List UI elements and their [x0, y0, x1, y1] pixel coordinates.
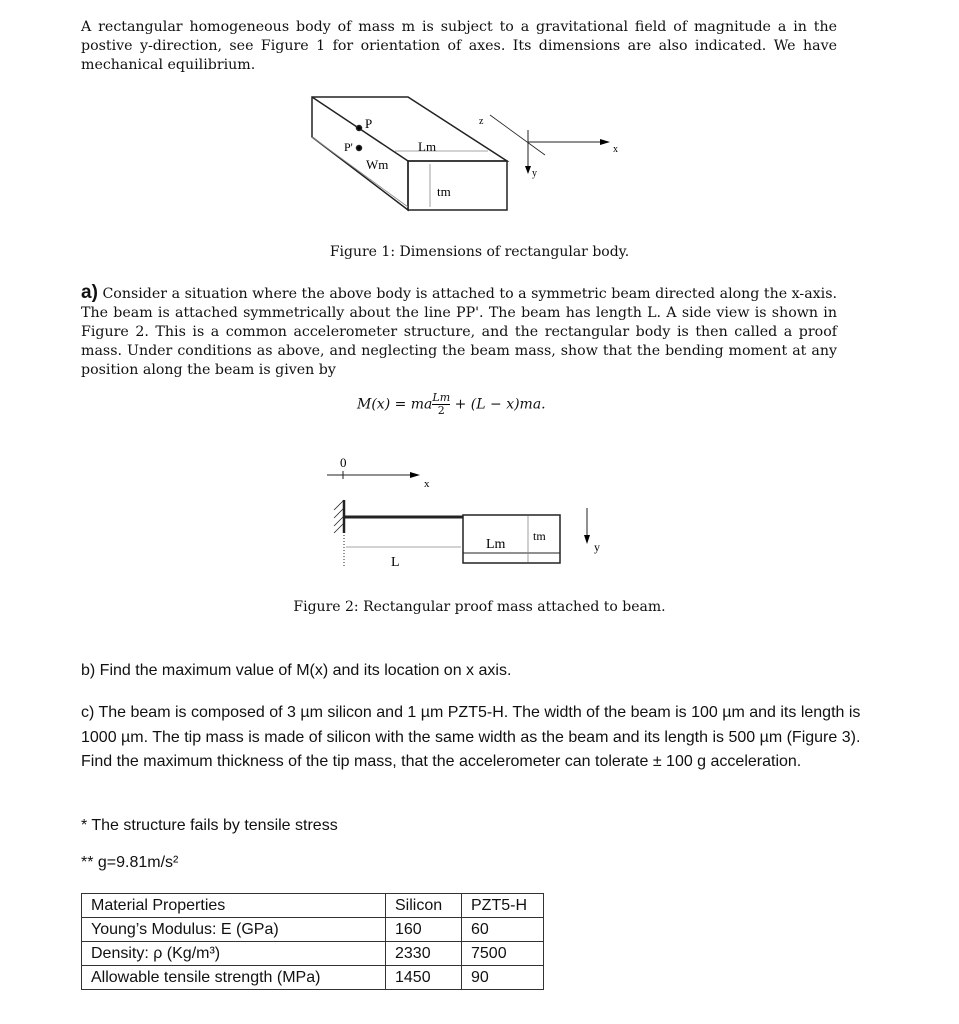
table-row [82, 918, 544, 942]
label-P-prime: P' [344, 140, 353, 154]
label-tm: tm [437, 184, 451, 199]
label-Lm: Lm [418, 139, 437, 154]
part-a-text: Consider a situation where the above body is attached to a symmetric beam directed along the x-axis. The beam is attached symmetrically about the line PP'. The beam has length L. A side view is shown in Figure 2. This is a common accelerometer structure, and the rectangular body is then called a proof mass. Under conditions as above, and neglecting the beam mass, show that the bending moment at any position along the beam is given by [81, 286, 838, 378]
material-properties-table [81, 893, 544, 990]
equation-denominator: 2 [437, 404, 445, 417]
label-y2: y [594, 540, 600, 554]
equation [357, 392, 546, 417]
table-cell: 60 [462, 918, 544, 942]
figure-2-caption: Figure 2: Rectangular proof mass attached to beam. [293, 599, 666, 615]
table-row [82, 966, 544, 990]
table-cell: Density: ρ (Kg/m³) [82, 942, 386, 966]
table-cell: 90 [462, 966, 544, 990]
table-row [82, 942, 544, 966]
label-Wm: Wm [366, 157, 389, 172]
table-cell: 1450 [386, 966, 462, 990]
part-a-label: a) [81, 282, 98, 303]
figure-1-diagram [312, 97, 608, 210]
part-a-paragraph [81, 283, 837, 380]
label-z: z [479, 116, 484, 127]
note-gravity: ** g=9.81m/s² [81, 854, 179, 871]
label-Lm2: Lm [486, 537, 506, 552]
table-cell: 160 [386, 918, 462, 942]
table-cell: Young’s Modulus: E (GPa) [82, 918, 386, 942]
header-cell: Material Properties [82, 894, 386, 918]
label-zero: 0 [340, 455, 347, 470]
label-x2: x [424, 478, 430, 490]
label-L: L [391, 555, 400, 570]
header-cell: PZT5-H [462, 894, 544, 918]
label-y: y [532, 168, 537, 179]
equation-lhs: M(x) = ma [357, 396, 433, 413]
table-cell: 2330 [386, 942, 462, 966]
intro-paragraph: A rectangular homogeneous body of mass m is subject to a gravitational field of magnitude a in the postive y-direction, see Figure 1 for orientation of axes. Its dimensions are also indicated. We have mechanical equilibrium. [81, 19, 837, 73]
table-cell: Allowable tensile strength (MPa) [82, 966, 386, 990]
label-tm2: tm [533, 529, 546, 543]
figure-1-caption: Figure 1: Dimensions of rectangular body. [329, 244, 630, 260]
part-b: b) Find the maximum value of M(x) and its location on x axis. [81, 662, 512, 679]
header-cell: Silicon [386, 894, 462, 918]
label-P: P [365, 116, 373, 131]
table-cell: 7500 [462, 942, 544, 966]
part-c: c) The beam is composed of 3 µm silicon and 1 µm PZT5-H. The width of the beam is 100 µm and its length is 1000 µm. The tip mass is made of silicon with the same width as the beam and its length is 500 µm (Figure 3). Find the maximum thickness of the tip mass, that the accelerometer can tolerate ± 100 g acceleration. [81, 704, 861, 770]
note-tensile: * The structure fails by tensile stress [81, 817, 338, 834]
table-header-row [82, 894, 544, 918]
equation-numerator: Lm [432, 391, 451, 404]
label-x: x [613, 144, 618, 155]
figure-2-diagram [327, 471, 587, 568]
equation-rhs: + (L − x)ma. [454, 396, 546, 413]
